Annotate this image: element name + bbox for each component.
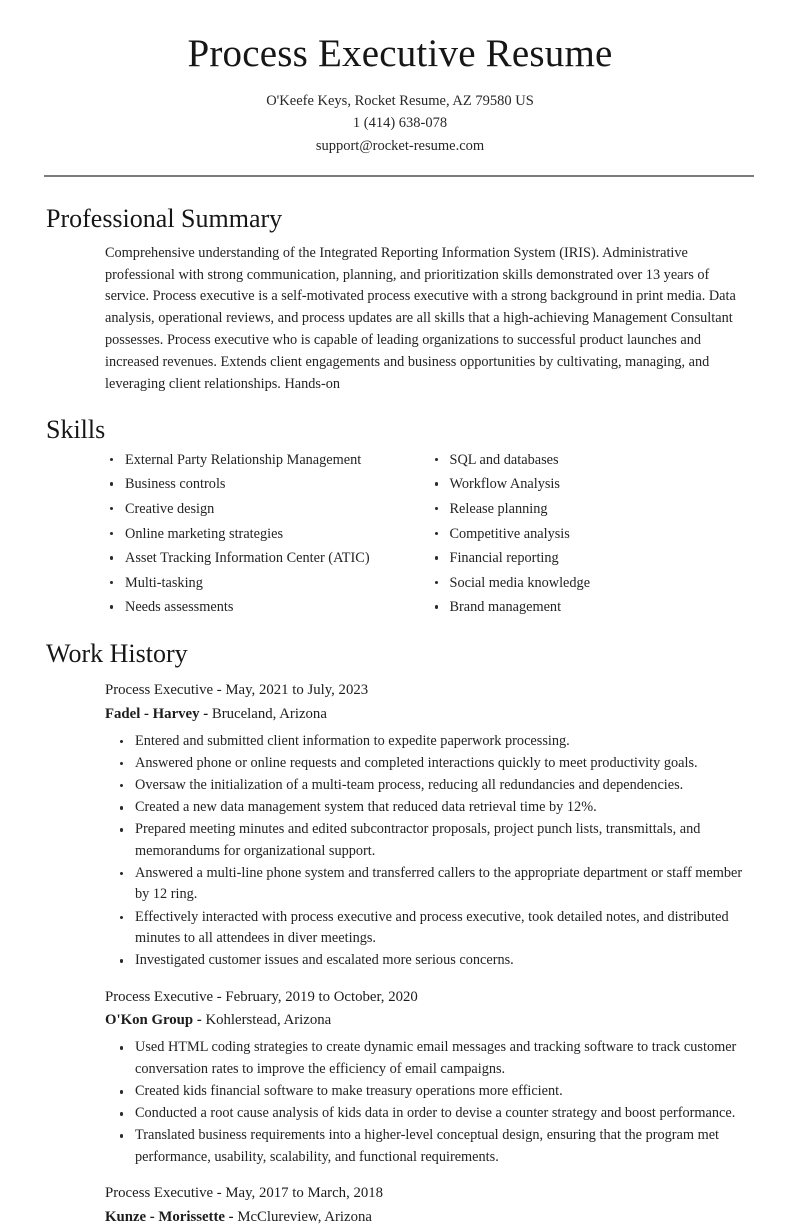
- job-bullets: [105, 731, 754, 972]
- list-item: Release planning: [430, 497, 755, 522]
- summary-body: [46, 243, 754, 396]
- list-item: Online marketing strategies: [105, 522, 430, 547]
- list-item: Prepared meeting minutes and edited subcontractor proposals, project punch lists, transmittals, and memorandums for organizational support.: [115, 819, 754, 862]
- job-title-line: Process Executive - February, 2019 to October, 2020: [105, 988, 418, 1005]
- resume-header: [0, 0, 800, 158]
- list-item: Workflow Analysis: [430, 472, 755, 497]
- job-title-line: Process Executive - May, 2021 to July, 2023: [105, 682, 369, 699]
- list-item: Conducted a root cause analysis of kids data in order to devise a counter strategy and boost performance.: [115, 1103, 754, 1125]
- section-skills: [0, 414, 800, 620]
- section-work-history: [0, 638, 800, 1229]
- contact-block: [0, 90, 800, 158]
- page-title: Process Executive Resume: [187, 32, 613, 75]
- list-item: Effectively interacted with process executive and process executive, took detailed notes, and distributed minutes to all attendees in diver meetings.: [115, 907, 754, 950]
- list-item: Answered phone or online requests and completed interactions quickly to meet productivity goals.: [115, 753, 754, 775]
- section-heading-work-history: Work History: [46, 638, 188, 668]
- section-heading-summary: Professional Summary: [46, 203, 283, 233]
- job-company-name: O'Kon Group: [105, 1012, 194, 1029]
- work-history-entry: [46, 986, 754, 1169]
- section-professional-summary: [0, 203, 800, 396]
- job-title-line: Process Executive - May, 2017 to March, 2018: [105, 1185, 384, 1202]
- list-item: Created a new data management system that reduced data retrieval time by 12%.: [115, 797, 754, 819]
- job-separator: -: [199, 705, 212, 722]
- list-item: Brand management: [430, 595, 755, 620]
- list-item: Multi-tasking: [105, 571, 430, 596]
- work-history-entry: [46, 679, 754, 972]
- job-location: McClureview, Arizona: [237, 1208, 372, 1225]
- skills-column-right: [430, 448, 755, 620]
- job-location: Bruceland, Arizona: [211, 705, 327, 722]
- list-item: Investigated customer issues and escalated more serious concerns.: [115, 950, 754, 972]
- contact-phone: 1 (414) 638-078: [352, 115, 448, 132]
- summary-text: Comprehensive understanding of the Integrated Reporting Information System (IRIS). Administrative professional with strong communication, planning, and prioritization skills demonstrated over 13 years of service. Process executive is a self-motivated process executive with a strong background in print media. Data analysis, operational reviews, and process updates are all skills that a high-achieving Management Consultant possesses. Process executive who is capable of leading organizations to successful product launches and increased revenues. Extends client engagements and business opportunities by cultivating, managing, and leveraging client relationships. Hands-on: [105, 244, 736, 392]
- job-company-line: [105, 1009, 754, 1032]
- list-item: Entered and submitted client information to expedite paperwork processing.: [115, 731, 754, 753]
- job-separator: -: [193, 1012, 206, 1029]
- skills-column-left: [105, 448, 430, 620]
- job-separator: -: [224, 1208, 238, 1225]
- list-item: Social media knowledge: [430, 571, 755, 596]
- list-item: Oversaw the initialization of a multi-team process, reducing all redundancies and dependencies.: [115, 775, 754, 797]
- job-company-name: Fadel - Harvey: [105, 705, 200, 722]
- section-heading-skills: Skills: [46, 414, 106, 444]
- contact-address: O'Keefe Keys, Rocket Resume, AZ 79580 US: [266, 92, 534, 109]
- skills-list-right: [430, 448, 755, 620]
- list-item: Answered a multi-line phone system and transferred callers to the appropriate department or staff member by 12 ring.: [115, 863, 754, 906]
- job-company-line: [105, 703, 754, 726]
- job-company-line: [105, 1206, 754, 1229]
- list-item: Created kids financial software to make treasury operations more efficient.: [115, 1081, 754, 1103]
- job-company-name: Kunze - Morissette: [105, 1208, 225, 1225]
- list-item: External Party Relationship Management: [105, 448, 430, 473]
- list-item: Financial reporting: [430, 546, 755, 571]
- skills-list-left: [105, 448, 430, 620]
- work-history-list: [46, 679, 754, 1229]
- list-item: Translated business requirements into a higher-level conceptual design, ensuring that the program met performance, usability, scalability, and functional requirements.: [115, 1125, 754, 1168]
- list-item: Used HTML coding strategies to create dynamic email messages and tracking software to track customer conversation rates to improve the efficiency of email campaigns.: [115, 1037, 754, 1080]
- skills-columns: [46, 445, 754, 620]
- list-item: Asset Tracking Information Center (ATIC): [105, 546, 430, 571]
- job-bullets: [105, 1037, 754, 1168]
- header-divider: [44, 175, 754, 177]
- list-item: SQL and databases: [430, 448, 755, 473]
- work-history-entry: [46, 1182, 754, 1229]
- contact-email: support@rocket-resume.com: [315, 137, 485, 154]
- list-item: Creative design: [105, 497, 430, 522]
- list-item: Business controls: [105, 472, 430, 497]
- job-location: Kohlerstead, Arizona: [205, 1012, 332, 1029]
- list-item: Competitive analysis: [430, 522, 755, 547]
- list-item: Needs assessments: [105, 595, 430, 620]
